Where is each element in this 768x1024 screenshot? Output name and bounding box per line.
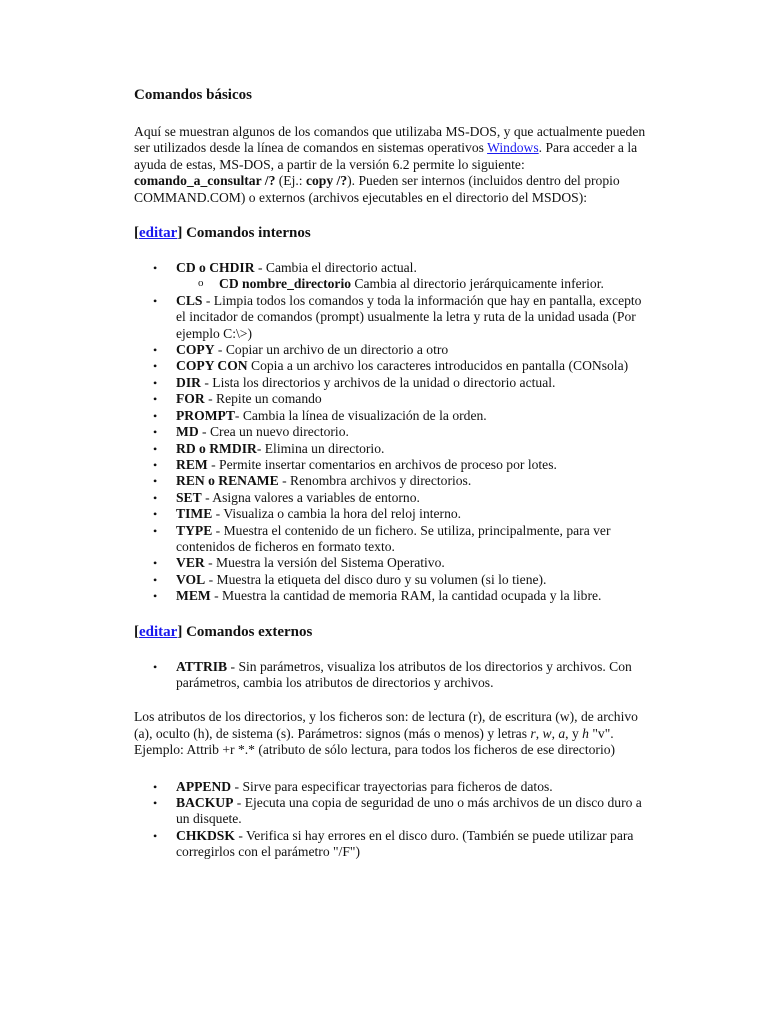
attrib-list — [134, 659, 654, 692]
attrib-text-1: Los atributos de los directorios, y los ficheros son: de lectura (r), de escritura (w), de archivo (a), oculto (h), de sistema (s). Parámetros: signos (más o menos) y letras — [134, 709, 638, 741]
command-name: ATTRIB — [176, 658, 228, 674]
windows-link[interactable]: Windows — [487, 140, 539, 156]
attrib-paragraph — [134, 709, 654, 758]
intro-text-2: . Para acceder a la ayuda de estas, MS-DOS, a partir de la versión 6.2 permite lo siguiente: — [134, 140, 638, 172]
list-item — [134, 408, 654, 424]
command-desc: - Elimina un directorio. — [256, 440, 385, 456]
list-item — [134, 391, 654, 407]
list-item — [134, 293, 654, 342]
command-desc: Copia a un archivo los caracteres introducidos en pantalla (CONsola) — [247, 358, 629, 374]
command-name: CLS — [176, 292, 203, 308]
command-desc: - Sirve para especificar trayectorias para ficheros de datos. — [231, 778, 553, 794]
intro-bold-1: comando_a_consultar /? — [134, 173, 276, 189]
spacer — [134, 691, 654, 709]
command-name: TIME — [176, 506, 213, 522]
edit-link-internal[interactable]: editar — [139, 225, 178, 242]
list-item — [134, 588, 654, 604]
command-desc: - Lista los directorios y archivos de la unidad o directorio actual. — [200, 374, 556, 390]
attrib-text-2: "v". Ejemplo: Attrib +r *.* (atributo de sólo lectura, para todos los ficheros de ese directorio) — [134, 725, 616, 758]
page-title: Comandos básicos — [134, 87, 252, 103]
command-desc: - Muestra el contenido de un fichero. Se utiliza, principalmente, para ver contenidos de ficheros en formato texto. — [176, 522, 611, 554]
list-item — [134, 828, 654, 861]
command-name: MD — [176, 424, 199, 440]
command-name: COPY — [176, 342, 215, 358]
command-name: FOR — [176, 391, 205, 407]
intro-paragraph — [134, 124, 654, 206]
command-desc: - Muestra la versión del Sistema Operativo. — [204, 555, 445, 571]
section-heading-external — [134, 623, 654, 641]
command-desc: - Visualiza o cambia la hora del reloj interno. — [212, 506, 462, 522]
list-item — [134, 260, 654, 293]
command-name: CD nombre_directorio — [219, 276, 352, 292]
sub-list-item — [176, 276, 654, 292]
bracket-close: ] — [177, 225, 183, 242]
command-desc: - Limpia todos los comandos y toda la información que hay en pantalla, excepto el incitador de comandos (prompt) usualmente la letra y ruta de la unidad usada (Por ejemplo C:\>) — [176, 292, 642, 341]
command-desc: - Repite un comando — [204, 391, 322, 407]
command-desc: - Copiar un archivo de un directorio a otro — [214, 342, 449, 358]
command-name: COPY CON — [176, 358, 248, 374]
section-title-internal: Comandos internos — [182, 225, 311, 242]
internal-commands-list — [134, 260, 654, 605]
list-item — [134, 555, 654, 571]
spacer — [134, 759, 654, 779]
command-name: REN o RENAME — [176, 473, 279, 489]
list-item — [134, 375, 654, 391]
list-item — [134, 506, 654, 522]
command-name: TYPE — [176, 522, 213, 538]
intro-text-4: ). Pueden ser internos (incluidos dentro del propio COMMAND.COM) o externos (archivos ejecutables en el directorio del MSDOS): — [134, 173, 620, 205]
attrib-sep: , — [535, 725, 543, 741]
list-item — [134, 441, 654, 457]
attrib-letter-h: h — [582, 725, 589, 741]
command-desc: - Crea un nuevo directorio. — [198, 424, 349, 440]
command-name: PROMPT — [176, 407, 235, 423]
command-name: VOL — [176, 571, 206, 587]
edit-link-external[interactable]: editar — [139, 623, 178, 640]
command-desc: - Sin parámetros, visualiza los atributos de los directorios y archivos. Con parámetros, cambia los atributos de directorios y archivos. — [176, 658, 632, 690]
bracket-open: [ — [134, 623, 139, 640]
command-desc: - Cambia el directorio actual. — [254, 260, 417, 276]
command-name: DIR — [176, 374, 201, 390]
intro-bold-2: copy /? — [305, 173, 348, 189]
command-name: MEM — [176, 588, 211, 604]
command-desc: - Permite insertar comentarios en archivos de proceso por lotes. — [207, 456, 557, 472]
command-name: CHKDSK — [176, 827, 235, 843]
list-item — [134, 473, 654, 489]
intro-text-1: Aquí se muestran algunos de los comandos que utilizaba MS-DOS, y que actualmente pueden ser utilizados desde la línea de comandos en sistemas operativos — [134, 124, 646, 156]
command-name: SET — [176, 489, 202, 505]
bracket-close: ] — [177, 623, 183, 640]
list-item — [134, 424, 654, 440]
external-commands-list — [134, 779, 654, 861]
command-desc: - Renombra archivos y directorios. — [278, 473, 472, 489]
sub-list — [176, 276, 654, 292]
section-title-external: Comandos externos — [182, 623, 313, 640]
attrib-letter-w: w — [542, 725, 552, 741]
list-item — [134, 795, 654, 828]
attrib-sep: , y — [565, 725, 583, 741]
command-name: CD o CHDIR — [176, 260, 255, 276]
command-desc: - Ejecuta una copia de seguridad de uno o más archivos de un disco duro a un disquete. — [176, 795, 642, 827]
command-name: APPEND — [176, 778, 232, 794]
list-item — [134, 659, 654, 692]
command-desc: - Asigna valores a variables de entorno. — [201, 489, 420, 505]
command-desc: - Cambia la línea de visualización de la orden. — [234, 407, 487, 423]
command-name: VER — [176, 555, 205, 571]
command-name: RD o RMDIR — [176, 440, 257, 456]
attrib-letter-r: r — [530, 725, 536, 741]
command-desc: Cambia al directorio jerárquicamente inferior. — [351, 276, 604, 292]
intro-text-3: (Ej.: — [275, 173, 306, 189]
list-item — [134, 490, 654, 506]
section-heading-internal — [134, 224, 654, 242]
command-name: REM — [176, 456, 208, 472]
attrib-sep: , — [551, 725, 559, 741]
list-item — [134, 572, 654, 588]
list-item — [134, 457, 654, 473]
command-desc: - Muestra la cantidad de memoria RAM, la cantidad ocupada y la libre. — [210, 588, 602, 604]
bracket-open: [ — [134, 225, 139, 242]
command-name: BACKUP — [176, 795, 234, 810]
list-item — [134, 358, 654, 374]
list-item — [134, 779, 654, 795]
attrib-letter-a: a — [558, 725, 566, 741]
command-desc: - Muestra la etiqueta del disco duro y su volumen (si lo tiene). — [205, 571, 547, 587]
list-item — [134, 342, 654, 358]
document-content — [134, 86, 654, 861]
list-item — [134, 523, 654, 556]
command-desc: - Verifica si hay errores en el disco duro. (También se puede utilizar para corregirlos con el parámetro "/F") — [176, 827, 634, 860]
